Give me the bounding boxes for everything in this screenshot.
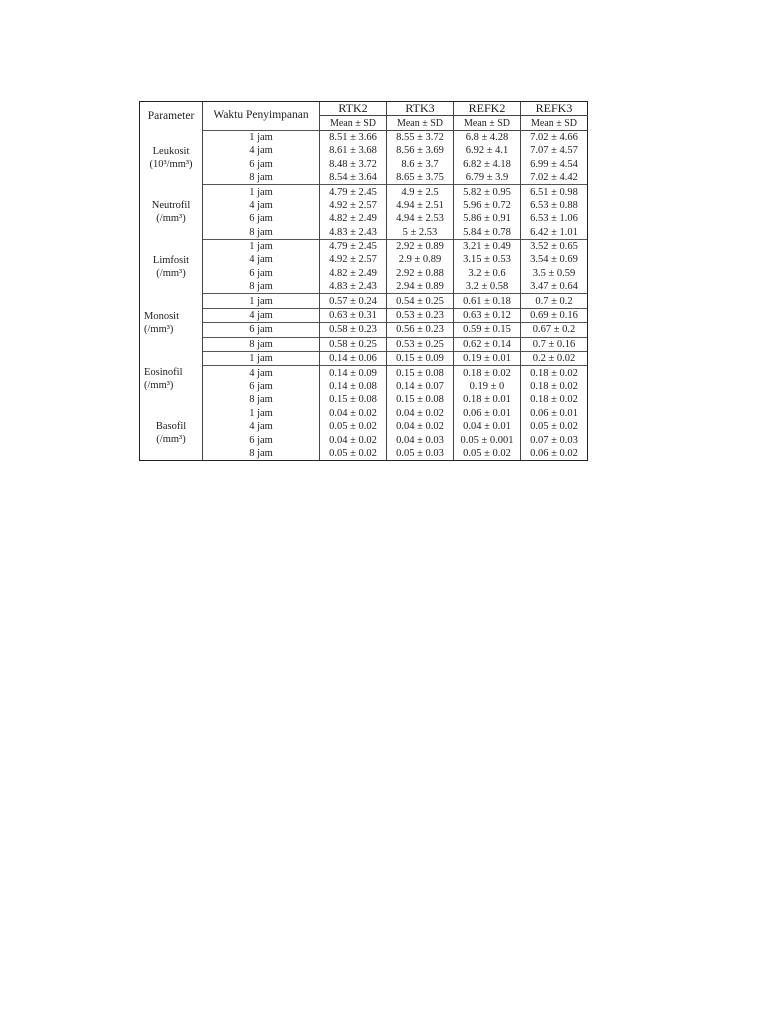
- value-cell: 8.61 ± 3.68: [320, 144, 387, 157]
- value-cell: 0.14 ± 0.08: [320, 380, 387, 393]
- value-cell: 0.15 ± 0.08: [320, 393, 387, 406]
- value-cell: 8.54 ± 3.64: [320, 171, 387, 185]
- value-cell: 0.05 ± 0.02: [320, 447, 387, 461]
- parameter-unit: (/mm³): [156, 213, 186, 225]
- time-cell: 6 jam: [203, 212, 320, 225]
- value-cell: 3.54 ± 0.69: [521, 253, 588, 266]
- value-cell: 8.51 ± 3.66: [320, 130, 387, 144]
- table-row: [140, 253, 588, 266]
- value-cell: 7.07 ± 4.57: [521, 144, 588, 157]
- subheader-mean-sd: Mean ± SD: [320, 116, 387, 130]
- time-cell: 6 jam: [203, 380, 320, 393]
- value-cell: 6.8 ± 4.28: [454, 130, 521, 144]
- table-row: [140, 366, 588, 380]
- value-cell: 0.05 ± 0.02: [454, 447, 521, 461]
- table-row: [140, 267, 588, 280]
- value-cell: 0.57 ± 0.24: [320, 294, 387, 308]
- value-cell: 8.56 ± 3.69: [387, 144, 454, 157]
- value-cell: 8.65 ± 3.75: [387, 171, 454, 185]
- time-cell: 1 jam: [203, 407, 320, 420]
- parameter-unit: (/mm³): [156, 434, 186, 446]
- value-cell: 3.2 ± 0.58: [454, 280, 521, 294]
- parameter-basofil: [140, 407, 203, 461]
- time-cell: 6 jam: [203, 433, 320, 446]
- table-row: [140, 130, 588, 144]
- parameter-name: Neutrofil: [151, 200, 191, 212]
- value-cell: 6.53 ± 1.06: [521, 212, 588, 225]
- value-cell: 6.92 ± 4.1: [454, 144, 521, 157]
- table-row: [140, 199, 588, 212]
- value-cell: 3.5 ± 0.59: [521, 267, 588, 280]
- value-cell: 6.82 ± 4.18: [454, 158, 521, 171]
- value-cell: 0.15 ± 0.08: [387, 366, 454, 380]
- table-row: [140, 337, 588, 351]
- value-cell: 0.69 ± 0.16: [521, 308, 588, 322]
- value-cell: 0.14 ± 0.07: [387, 380, 454, 393]
- time-cell: 4 jam: [203, 366, 320, 380]
- value-cell: 3.2 ± 0.6: [454, 267, 521, 280]
- time-cell: 8 jam: [203, 226, 320, 240]
- value-cell: 0.61 ± 0.18: [454, 294, 521, 308]
- parameter-leukosit: [140, 130, 203, 185]
- value-cell: 0.05 ± 0.02: [320, 420, 387, 433]
- value-cell: 3.15 ± 0.53: [454, 253, 521, 266]
- header-rtk2: RTK2: [320, 102, 387, 116]
- value-cell: 0.18 ± 0.01: [454, 393, 521, 406]
- value-cell: 4.94 ± 2.51: [387, 199, 454, 212]
- value-cell: 3.21 ± 0.49: [454, 239, 521, 253]
- table-row: [140, 352, 588, 366]
- value-cell: 2.92 ± 0.88: [387, 267, 454, 280]
- parameter-name: Leukosit: [152, 145, 190, 157]
- value-cell: 0.7 ± 0.2: [521, 294, 588, 308]
- value-cell: 0.67 ± 0.2: [521, 323, 588, 337]
- parameter-limfosit: [140, 239, 203, 294]
- header-parameter: Parameter: [140, 102, 203, 131]
- value-cell: 4.83 ± 2.43: [320, 226, 387, 240]
- time-cell: 1 jam: [203, 239, 320, 253]
- value-cell: 4.92 ± 2.57: [320, 253, 387, 266]
- value-cell: 0.63 ± 0.31: [320, 308, 387, 322]
- value-cell: 8.48 ± 3.72: [320, 158, 387, 171]
- value-cell: 0.04 ± 0.02: [320, 433, 387, 446]
- value-cell: 0.18 ± 0.02: [521, 393, 588, 406]
- table-row: [140, 420, 588, 433]
- table-row: [140, 323, 588, 337]
- parameter-name: Basofil: [155, 421, 187, 433]
- value-cell: 0.58 ± 0.23: [320, 323, 387, 337]
- value-cell: 6.51 ± 0.98: [521, 185, 588, 199]
- parameter-unit: (/mm³): [144, 380, 174, 392]
- table-row: [140, 171, 588, 185]
- value-cell: 0.19 ± 0.01: [454, 352, 521, 366]
- time-cell: 6 jam: [203, 267, 320, 280]
- value-cell: 6.79 ± 3.9: [454, 171, 521, 185]
- value-cell: 0.04 ± 0.02: [320, 407, 387, 420]
- subheader-mean-sd: Mean ± SD: [387, 116, 454, 130]
- value-cell: 3.47 ± 0.64: [521, 280, 588, 294]
- value-cell: 0.05 ± 0.001: [454, 433, 521, 446]
- table-row: [140, 447, 588, 461]
- time-cell: 1 jam: [203, 352, 320, 366]
- table-row: [140, 280, 588, 294]
- value-cell: 0.7 ± 0.16: [521, 337, 588, 351]
- table-row: [140, 185, 588, 199]
- value-cell: 0.15 ± 0.08: [387, 393, 454, 406]
- time-cell: 4 jam: [203, 253, 320, 266]
- value-cell: 0.56 ± 0.23: [387, 323, 454, 337]
- time-cell: 8 jam: [203, 280, 320, 294]
- data-table: [139, 101, 588, 461]
- value-cell: 5.96 ± 0.72: [454, 199, 521, 212]
- table-row: [140, 226, 588, 240]
- value-cell: 0.06 ± 0.01: [454, 407, 521, 420]
- time-cell: 4 jam: [203, 420, 320, 433]
- value-cell: 0.54 ± 0.25: [387, 294, 454, 308]
- value-cell: 0.58 ± 0.25: [320, 337, 387, 351]
- value-cell: 0.53 ± 0.25: [387, 337, 454, 351]
- parameter-name: Limfosit: [152, 254, 190, 266]
- value-cell: 0.15 ± 0.09: [387, 352, 454, 366]
- time-cell: 8 jam: [203, 337, 320, 351]
- value-cell: 0.63 ± 0.12: [454, 308, 521, 322]
- value-cell: 0.14 ± 0.06: [320, 352, 387, 366]
- value-cell: 0.18 ± 0.02: [521, 366, 588, 380]
- value-cell: 0.19 ± 0: [454, 380, 521, 393]
- table-row: [140, 294, 588, 308]
- value-cell: 4.79 ± 2.45: [320, 185, 387, 199]
- value-cell: 6.42 ± 1.01: [521, 226, 588, 240]
- table-row: [140, 212, 588, 225]
- value-cell: 5.84 ± 0.78: [454, 226, 521, 240]
- value-cell: 5.82 ± 0.95: [454, 185, 521, 199]
- value-cell: 4.82 ± 2.49: [320, 212, 387, 225]
- table-row: [140, 380, 588, 393]
- value-cell: 0.05 ± 0.02: [521, 420, 588, 433]
- parameter-unit: (10³/mm³): [149, 158, 193, 170]
- value-cell: 0.62 ± 0.14: [454, 337, 521, 351]
- value-cell: 2.92 ± 0.89: [387, 239, 454, 253]
- value-cell: 3.52 ± 0.65: [521, 239, 588, 253]
- table-row: [140, 393, 588, 406]
- value-cell: 0.59 ± 0.15: [454, 323, 521, 337]
- value-cell: 5 ± 2.53: [387, 226, 454, 240]
- value-cell: 0.53 ± 0.23: [387, 308, 454, 322]
- table-row: [140, 239, 588, 253]
- parameter-neutrofil: [140, 185, 203, 240]
- value-cell: 4.79 ± 2.45: [320, 239, 387, 253]
- parameter-eosinofil: [140, 352, 203, 407]
- value-cell: 4.83 ± 2.43: [320, 280, 387, 294]
- value-cell: 0.07 ± 0.03: [521, 433, 588, 446]
- header-refk3: REFK3: [521, 102, 588, 116]
- table-row: [140, 144, 588, 157]
- value-cell: 0.04 ± 0.02: [387, 420, 454, 433]
- subheader-mean-sd: Mean ± SD: [454, 116, 521, 130]
- value-cell: 0.18 ± 0.02: [454, 366, 521, 380]
- table-row: [140, 433, 588, 446]
- value-cell: 0.06 ± 0.01: [521, 407, 588, 420]
- value-cell: 7.02 ± 4.66: [521, 130, 588, 144]
- parameter-unit: (/mm³): [156, 267, 186, 279]
- value-cell: 0.2 ± 0.02: [521, 352, 588, 366]
- time-cell: 1 jam: [203, 185, 320, 199]
- parameter-monosit: [140, 294, 203, 352]
- table-body: [140, 130, 588, 460]
- header-refk2: REFK2: [454, 102, 521, 116]
- parameter-name: Monosit: [144, 310, 180, 322]
- value-cell: 0.05 ± 0.03: [387, 447, 454, 461]
- value-cell: 0.18 ± 0.02: [521, 380, 588, 393]
- value-cell: 4.82 ± 2.49: [320, 267, 387, 280]
- time-cell: 4 jam: [203, 308, 320, 322]
- value-cell: 6.53 ± 0.88: [521, 199, 588, 212]
- table-row: [140, 308, 588, 322]
- table-row: [140, 158, 588, 171]
- header-waktu-penyimpanan: Waktu Penyimpanan: [203, 102, 320, 131]
- time-cell: 1 jam: [203, 130, 320, 144]
- value-cell: 0.04 ± 0.02: [387, 407, 454, 420]
- time-cell: 8 jam: [203, 171, 320, 185]
- value-cell: 4.9 ± 2.5: [387, 185, 454, 199]
- value-cell: 0.04 ± 0.01: [454, 420, 521, 433]
- value-cell: 0.04 ± 0.03: [387, 433, 454, 446]
- value-cell: 5.86 ± 0.91: [454, 212, 521, 225]
- value-cell: 7.02 ± 4.42: [521, 171, 588, 185]
- value-cell: 8.6 ± 3.7: [387, 158, 454, 171]
- subheader-mean-sd: Mean ± SD: [521, 116, 588, 130]
- time-cell: 8 jam: [203, 393, 320, 406]
- value-cell: 2.9 ± 0.89: [387, 253, 454, 266]
- value-cell: 4.94 ± 2.53: [387, 212, 454, 225]
- time-cell: 6 jam: [203, 323, 320, 337]
- header-rtk3: RTK3: [387, 102, 454, 116]
- time-cell: 4 jam: [203, 199, 320, 212]
- value-cell: 6.99 ± 4.54: [521, 158, 588, 171]
- parameter-unit: (/mm³): [144, 323, 174, 335]
- value-cell: 0.14 ± 0.09: [320, 366, 387, 380]
- parameter-name: Eosinofil: [144, 367, 183, 379]
- value-cell: 4.92 ± 2.57: [320, 199, 387, 212]
- table-row: [140, 407, 588, 420]
- time-cell: 4 jam: [203, 144, 320, 157]
- time-cell: 1 jam: [203, 294, 320, 308]
- value-cell: 2.94 ± 0.89: [387, 280, 454, 294]
- time-cell: 6 jam: [203, 158, 320, 171]
- value-cell: 8.55 ± 3.72: [387, 130, 454, 144]
- value-cell: 0.06 ± 0.02: [521, 447, 588, 461]
- time-cell: 8 jam: [203, 447, 320, 461]
